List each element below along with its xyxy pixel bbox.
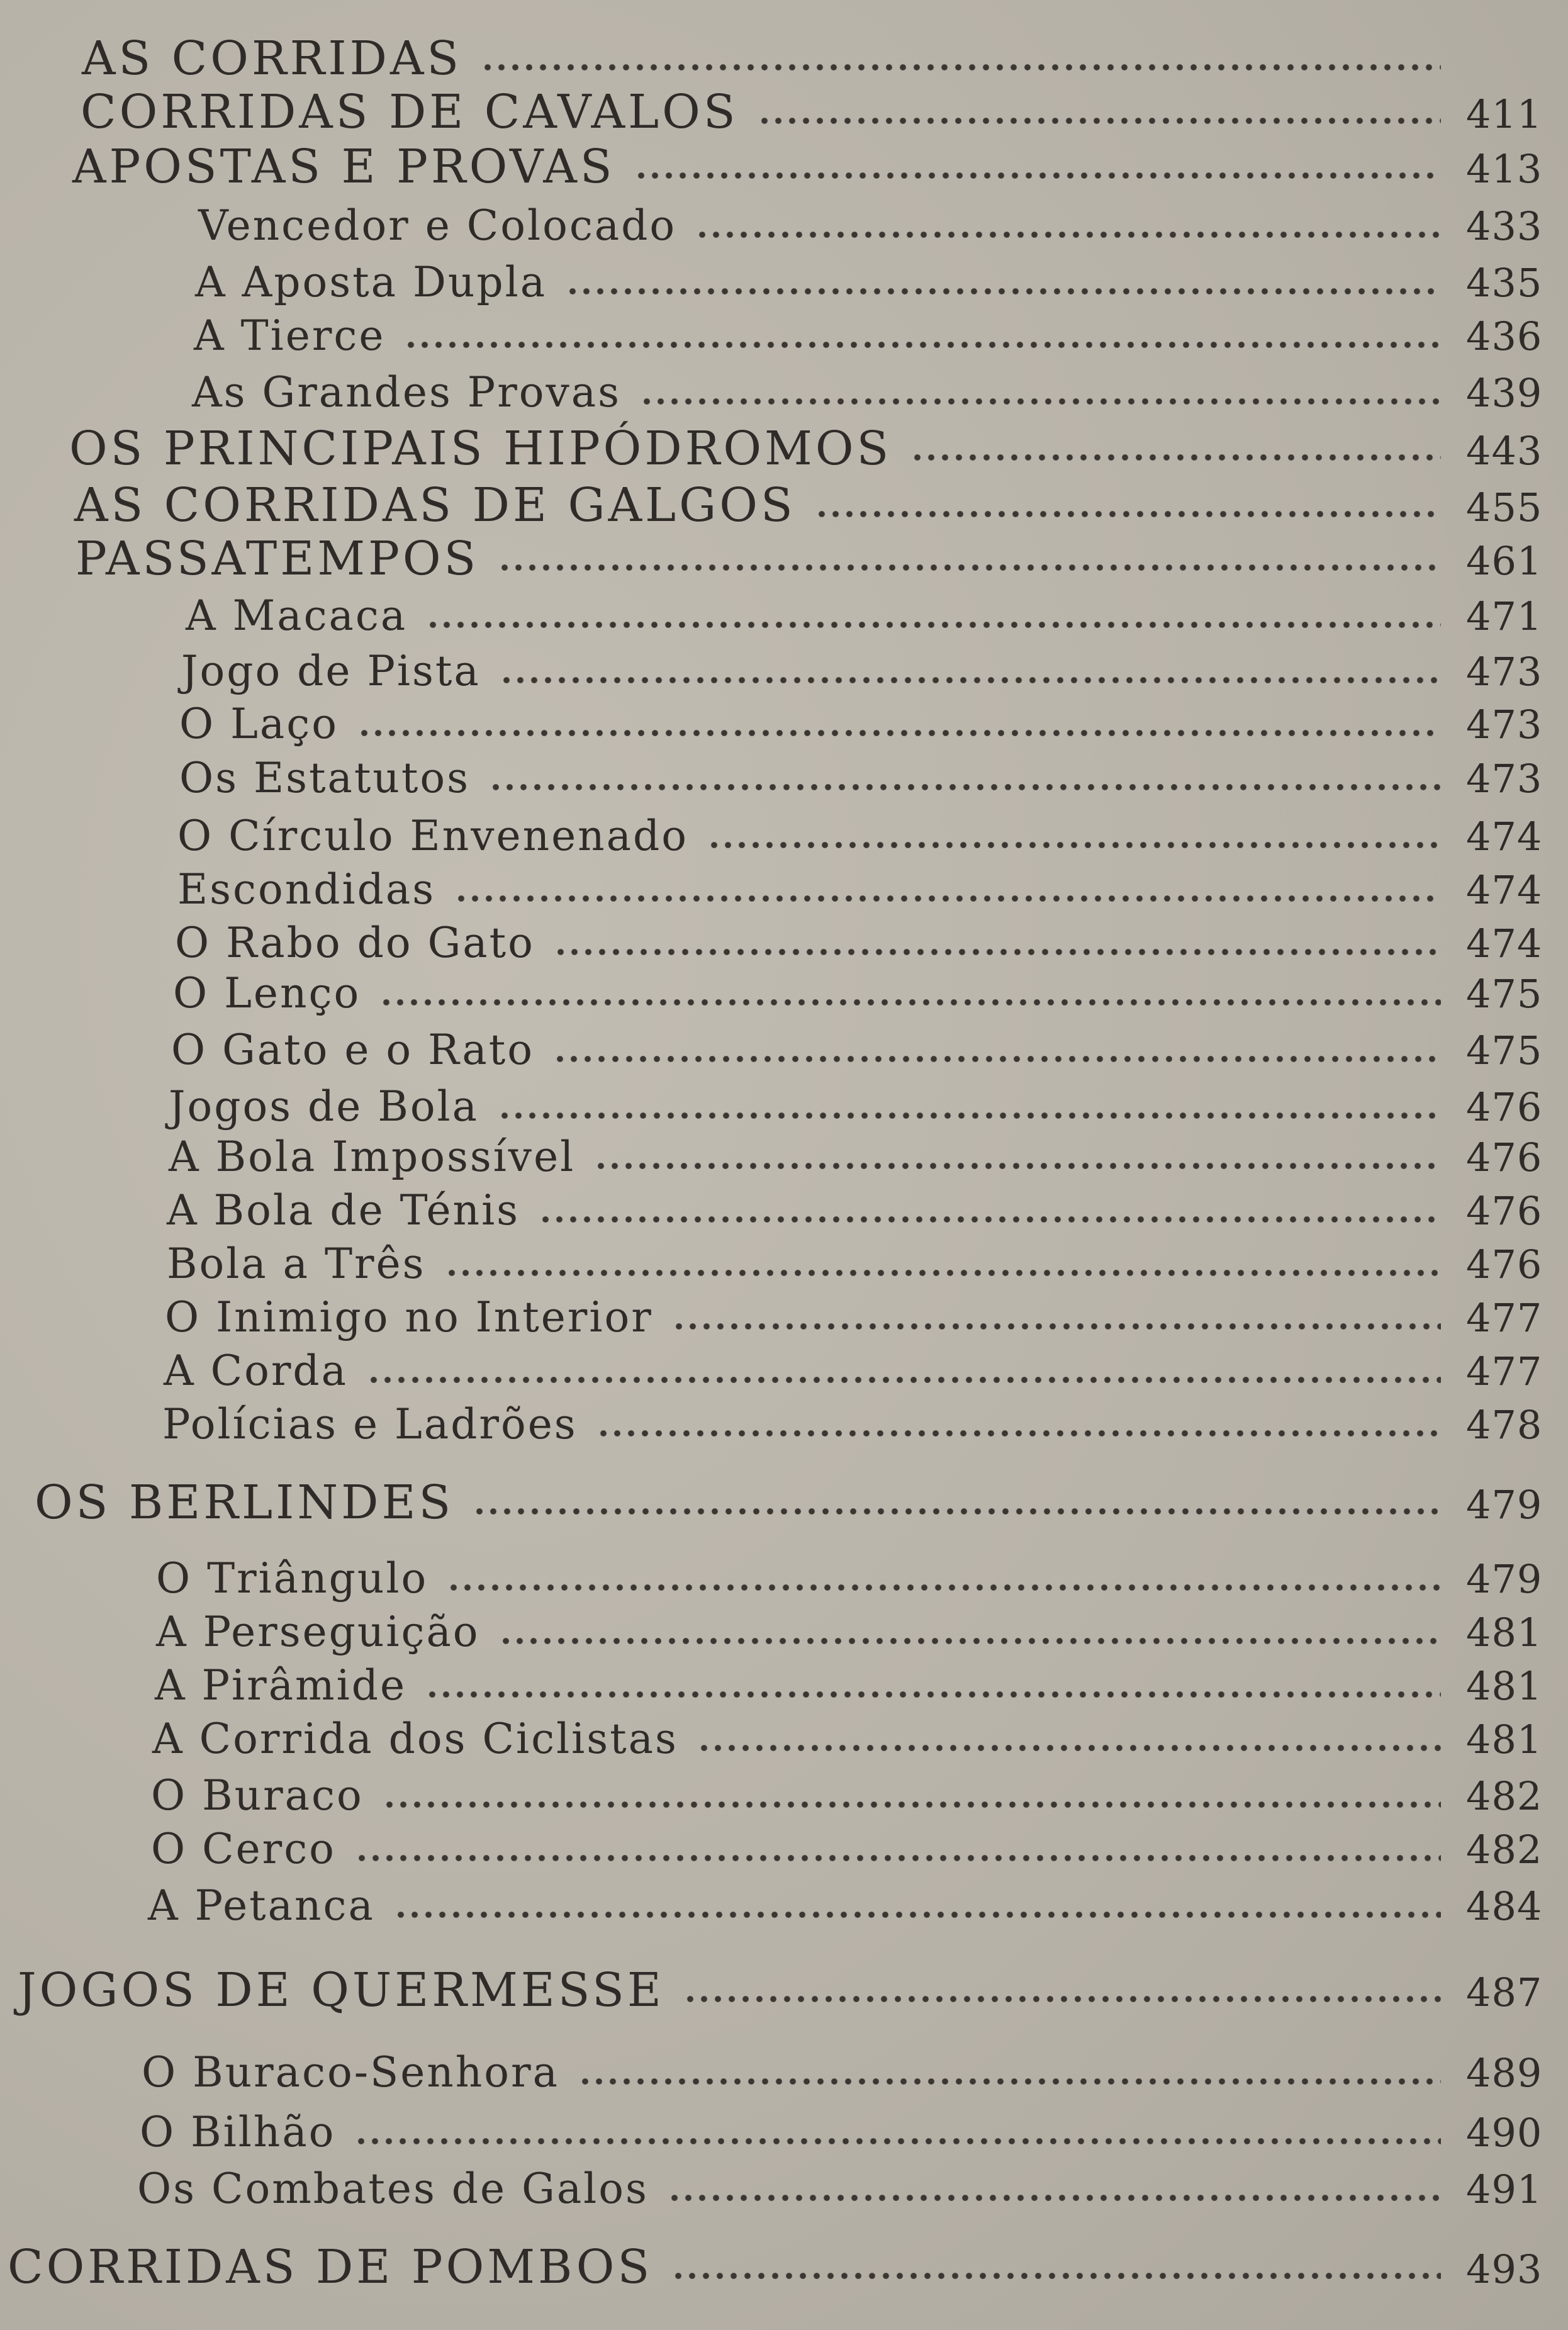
toc-entry-page: 474 — [1466, 814, 1543, 860]
dot-leader — [499, 1638, 1441, 1644]
toc-entry-title: OS BERLINDES — [35, 1476, 454, 1530]
toc-entry — [165, 1293, 1543, 1341]
toc-entry-title: A Bola Impossível — [169, 1133, 576, 1181]
toc-entry-page: 489 — [1466, 2050, 1543, 2096]
dot-leader — [707, 842, 1441, 848]
toc-entry-page: 413 — [1466, 146, 1543, 192]
toc-entry-page: 493 — [1466, 2246, 1543, 2292]
toc-entry-page: 482 — [1466, 1827, 1543, 1873]
toc-entry — [69, 422, 1543, 476]
dot-leader — [672, 1323, 1441, 1330]
toc-entry — [148, 1881, 1543, 1930]
toc-entry-page: 476 — [1466, 1084, 1543, 1130]
dot-leader — [695, 232, 1441, 238]
toc-entry-title: Polícias e Ladrões — [162, 1400, 578, 1448]
toc-entry-page: 476 — [1466, 1241, 1543, 1287]
dot-leader — [426, 622, 1441, 628]
toc-entry — [179, 700, 1543, 748]
toc-entry-page: 436 — [1466, 313, 1543, 359]
toc-entry-title: APOSTAS E PROVAS — [72, 140, 615, 194]
dot-leader — [354, 2138, 1441, 2144]
toc-entry-title: Os Combates de Galos — [137, 2165, 649, 2213]
toc-entry-title: Jogo de Pista — [181, 647, 481, 695]
toc-entry-page: 471 — [1466, 593, 1543, 639]
dot-leader — [357, 730, 1441, 736]
toc-entry-title: JOGOS DE QUERMESSE — [18, 1963, 664, 2017]
dot-leader — [367, 1377, 1441, 1383]
toc-entry — [164, 1347, 1543, 1395]
toc-entry-title: O Laço — [179, 700, 339, 748]
toc-entry — [152, 1715, 1543, 1763]
toc-entry-page: 443 — [1466, 428, 1543, 474]
toc-entry — [175, 919, 1543, 967]
toc-entry — [140, 2108, 1543, 2156]
toc-entry — [181, 647, 1543, 695]
dot-leader — [394, 1912, 1441, 1918]
dot-leader — [383, 1801, 1441, 1808]
dot-leader — [473, 1508, 1441, 1515]
toc-entry — [72, 140, 1543, 194]
toc-entry — [74, 478, 1543, 532]
toc-entry-title: OS PRINCIPAIS HIPÓDROMOS — [69, 422, 892, 476]
toc-entry-title: O Inimigo no Interior — [165, 1293, 653, 1341]
toc-entry-title: Os Estatutos — [179, 754, 471, 802]
toc-entry-page: 482 — [1466, 1773, 1543, 1819]
toc-entry-page: 475 — [1466, 1028, 1543, 1073]
dot-leader — [815, 511, 1441, 517]
dot-leader — [640, 398, 1441, 405]
toc-entry — [167, 1240, 1543, 1288]
dot-leader — [910, 454, 1441, 461]
toc-entry-page: 478 — [1466, 1402, 1543, 1448]
toc-entry-title: Vencedor e Colocado — [198, 201, 677, 250]
toc-entry-title: A Bola de Ténis — [167, 1186, 520, 1235]
toc-entry-title: A Perseguição — [156, 1608, 480, 1656]
toc-entry — [162, 1400, 1543, 1448]
toc-entry-page: 476 — [1466, 1134, 1543, 1180]
toc-entry-page: 477 — [1466, 1295, 1543, 1341]
toc-entry-page: 476 — [1466, 1188, 1543, 1234]
toc-entry-title: Escondidas — [177, 865, 436, 914]
toc-entry — [151, 1825, 1543, 1873]
toc-entry-title: A Macaca — [186, 591, 408, 640]
toc-entry — [169, 1082, 1543, 1131]
dot-leader — [489, 784, 1441, 790]
toc-entry-page: 477 — [1466, 1348, 1543, 1394]
toc-entry-title: A Petanca — [148, 1881, 375, 1930]
dot-leader — [500, 677, 1441, 683]
toc-entry-title: Bola a Três — [167, 1240, 426, 1288]
dot-leader — [425, 1691, 1441, 1698]
toc-entry-title: CORRIDAS DE CAVALOS — [81, 85, 739, 139]
toc-entry-title: O Círculo Envenenado — [177, 812, 688, 860]
dot-leader — [596, 1430, 1441, 1437]
toc-entry-title: Jogos de Bola — [169, 1082, 479, 1131]
toc-entry — [171, 1026, 1543, 1074]
dot-leader — [697, 1745, 1441, 1751]
toc-entry-title: AS CORRIDAS DE GALGOS — [74, 478, 796, 532]
dot-leader — [594, 1163, 1441, 1169]
toc-entry — [142, 2048, 1543, 2097]
toc-entry — [167, 1186, 1543, 1235]
toc-entry-page: 490 — [1466, 2110, 1543, 2156]
toc-entry-page: 411 — [1466, 91, 1543, 137]
toc-entry-title: AS CORRIDAS — [82, 31, 462, 86]
toc-entry-page: 461 — [1466, 538, 1543, 584]
toc-entry — [186, 591, 1543, 640]
dot-leader — [447, 1584, 1441, 1591]
toc-entry-page: 481 — [1466, 1663, 1543, 1709]
toc-entry — [76, 532, 1543, 586]
toc-entry-page: 491 — [1466, 2166, 1543, 2212]
toc-entry — [177, 812, 1543, 860]
dot-leader — [404, 342, 1441, 348]
toc-entry — [155, 1661, 1543, 1710]
toc-entry-page: 473 — [1466, 756, 1543, 802]
dot-leader — [671, 2273, 1441, 2279]
toc-entry — [81, 85, 1543, 139]
toc-entry-page: 474 — [1466, 921, 1543, 966]
toc-entry — [8, 2240, 1543, 2294]
dot-leader — [539, 1216, 1441, 1223]
dot-leader — [578, 2078, 1441, 2085]
toc-entry-title: A Aposta Dupla — [195, 258, 547, 306]
toc-entry-title: PASSATEMPOS — [76, 532, 479, 586]
toc-entry — [156, 1554, 1543, 1603]
toc-entry — [35, 1476, 1543, 1530]
toc-entry-title: A Pirâmide — [155, 1661, 407, 1710]
toc-entry — [82, 31, 1535, 86]
dot-leader — [481, 64, 1441, 70]
toc-entry — [18, 1963, 1543, 2017]
toc-entry-page: 481 — [1466, 1717, 1543, 1762]
dot-leader — [355, 1855, 1441, 1861]
toc-entry-title: A Corda — [164, 1347, 349, 1395]
toc-entry-page: 487 — [1466, 1969, 1543, 2015]
toc-entry-page: 484 — [1466, 1883, 1543, 1929]
dot-leader — [758, 118, 1441, 124]
toc-entry-page: 439 — [1466, 370, 1543, 416]
dot-leader — [379, 999, 1441, 1005]
toc-entry — [194, 311, 1543, 360]
toc-entry — [173, 969, 1543, 1017]
toc-entry-title: As Grandes Provas — [192, 368, 621, 417]
toc-entry-page: 475 — [1466, 971, 1543, 1017]
toc-entry-page: 433 — [1466, 203, 1543, 249]
dot-leader — [566, 288, 1441, 294]
toc-entry-page: 473 — [1466, 649, 1543, 695]
toc-entry-title: O Rabo do Gato — [175, 919, 535, 967]
toc-entry-page: 474 — [1466, 867, 1543, 913]
dot-leader — [498, 564, 1441, 571]
dot-leader — [683, 1996, 1441, 2002]
dot-leader — [553, 1056, 1441, 1062]
toc-entry-title: A Corrida dos Ciclistas — [152, 1715, 678, 1763]
dot-leader — [634, 172, 1441, 179]
toc-entry-title: O Cerco — [151, 1825, 336, 1873]
toc-entry — [151, 1771, 1543, 1820]
toc-entry-page: 473 — [1466, 702, 1543, 748]
toc-entry — [156, 1608, 1543, 1656]
toc-entry-title: O Buraco — [151, 1771, 364, 1820]
toc-entry-title: O Triângulo — [156, 1554, 428, 1603]
toc-entry-title: O Lenço — [173, 969, 361, 1017]
toc-entry-page: 455 — [1466, 484, 1543, 530]
toc-entry — [169, 1133, 1543, 1181]
toc-entry-title: O Buraco-Senhora — [142, 2048, 559, 2097]
toc-entry-title: O Bilhão — [140, 2108, 336, 2156]
toc-entry-page: 479 — [1466, 1482, 1543, 1528]
toc-entry — [195, 258, 1543, 306]
toc-entry-page: 481 — [1466, 1610, 1543, 1655]
toc-entry — [177, 865, 1543, 914]
dot-leader — [454, 895, 1441, 902]
toc-entry-title: A Tierce — [194, 311, 386, 360]
toc-entry-title: CORRIDAS DE POMBOS — [8, 2240, 653, 2294]
toc-entry-page: 479 — [1466, 1556, 1543, 1602]
dot-leader — [498, 1112, 1441, 1119]
toc-entry — [192, 368, 1543, 417]
dot-leader — [668, 2195, 1441, 2201]
toc-entry — [137, 2165, 1543, 2213]
toc-entry-title: O Gato e o Rato — [171, 1026, 534, 1074]
dot-leader — [445, 1270, 1441, 1276]
toc-entry — [179, 754, 1543, 802]
toc-entry — [198, 201, 1543, 250]
toc-entry-page: 435 — [1466, 260, 1543, 306]
dot-leader — [554, 949, 1441, 955]
